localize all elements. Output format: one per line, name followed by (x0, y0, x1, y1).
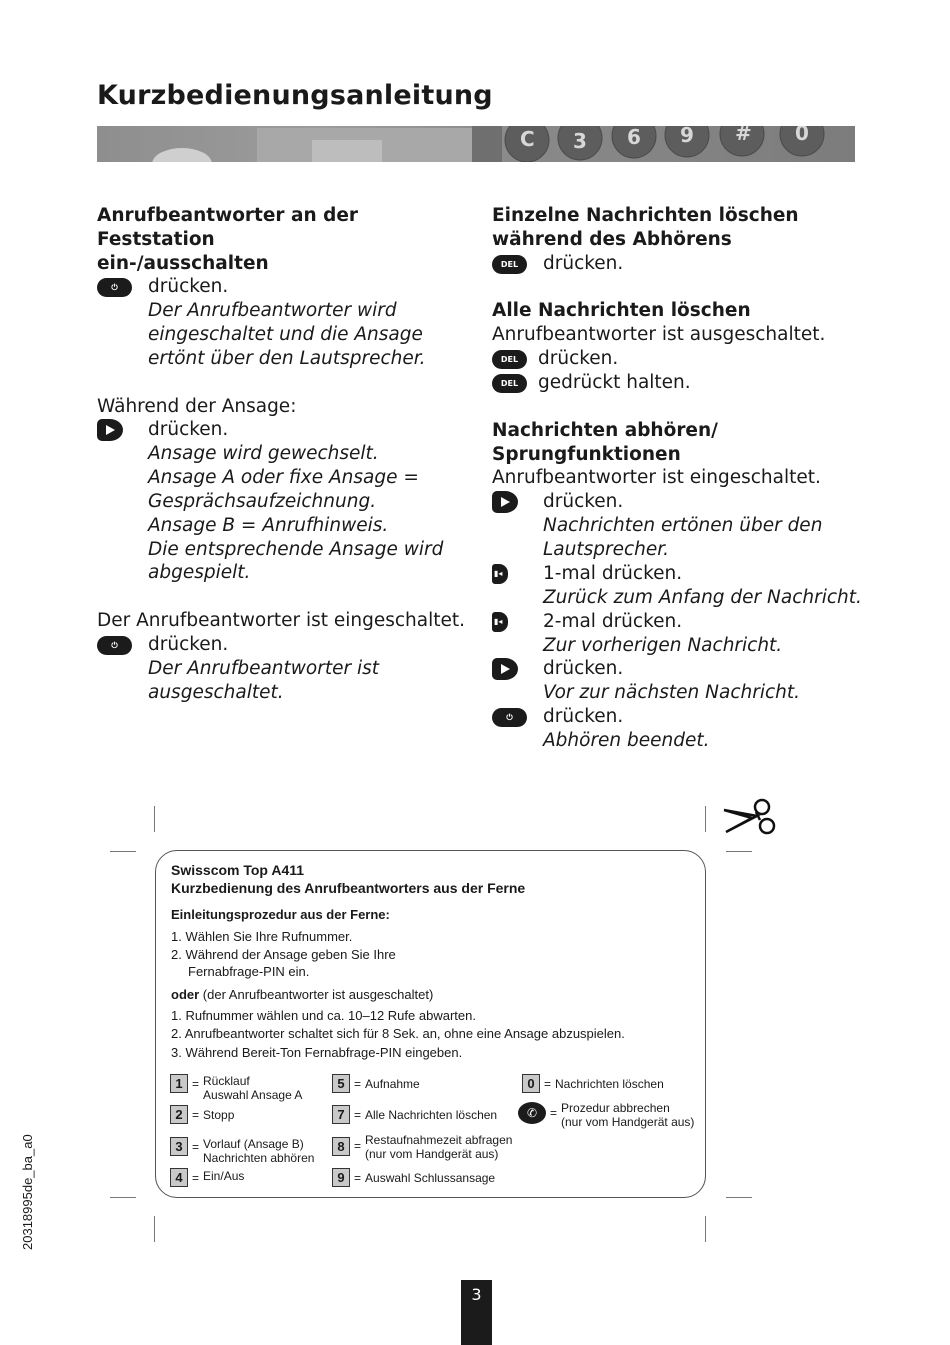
key-legend-item: 0 = Nachrichten löschen (522, 1074, 664, 1093)
key-legend-item: 9 = Auswahl Schlussansage (332, 1168, 495, 1187)
step-result: Zurück zum Anfang der Nachricht. (543, 586, 862, 608)
remote-control-card (155, 850, 706, 1198)
section-heading: Sprungfunktionen (492, 443, 681, 465)
cut-mark (705, 806, 706, 832)
step-action: drücken. (148, 276, 229, 298)
section-heading: ein-/ausschalten (97, 252, 269, 274)
section-intro: Anrufbeantworter ist ausgeschaltet. (492, 324, 826, 346)
cut-mark (110, 851, 136, 852)
step-action: drücken. (543, 706, 624, 728)
step-result: Gesprächsaufzeichnung. (148, 490, 377, 512)
cut-mark (726, 851, 752, 852)
end-call-icon: ✆ (518, 1102, 546, 1124)
page-number: 3 (461, 1280, 492, 1345)
card-step: 2. Während der Ansage geben Sie Ihre (171, 947, 396, 962)
step-result: ertönt über den Lautsprecher. (148, 347, 426, 369)
keypad-photo (97, 126, 855, 162)
or-note: (der Anrufbeantworter ist ausgeschaltet) (199, 987, 434, 1002)
svg-text:9: 9 (680, 126, 694, 147)
key-legend-item: 5 = Aufnahme (332, 1074, 420, 1093)
play-key-icon (492, 491, 518, 513)
key-legend-item: 2 = Stopp (170, 1105, 234, 1124)
power-key-icon: ⏻ (97, 278, 132, 297)
card-subheading: Einleitungsprozedur aus der Ferne: (171, 907, 390, 922)
key-legend-item: 4 = Ein/Aus (170, 1168, 244, 1187)
power-key-icon: ⏻ (97, 636, 132, 655)
section-heading: Alle Nachrichten löschen (492, 300, 751, 322)
step-result: Ansage B = Anrufhinweis. (148, 514, 389, 536)
key-tile: 5 (332, 1074, 350, 1093)
play-key-icon (492, 658, 518, 680)
cut-mark (726, 1197, 752, 1198)
key-legend-item: 7 = Alle Nachrichten löschen (332, 1105, 497, 1124)
step-result: Zur vorherigen Nachricht. (543, 634, 783, 656)
step-result: Die entsprechende Ansage wird (148, 538, 444, 560)
del-key-icon: DEL (492, 350, 527, 369)
step-action: drücken. (543, 658, 624, 680)
key-legend-item: ✆ = Prozedur abbrechen (nur vom Handgerät aus) (518, 1101, 694, 1129)
step-action: 1-mal drücken. (543, 562, 683, 584)
key-tile: 1 (170, 1074, 188, 1093)
step-result: Ansage wird gewechselt. (148, 443, 379, 465)
power-key-icon: ⏻ (492, 708, 527, 727)
svg-text:6: 6 (627, 126, 641, 149)
step-result: Der Anrufbeantworter ist (148, 657, 379, 679)
skip-back-key-icon (492, 612, 508, 632)
document-code: 20318995de_ba_a0 (20, 1134, 35, 1250)
key-tile: 9 (332, 1168, 350, 1187)
cut-mark (154, 806, 155, 832)
step-result: ausgeschaltet. (148, 681, 284, 703)
left-column (97, 204, 477, 704)
step-result: Nachrichten ertönen über den (543, 515, 823, 537)
step-action: drücken. (543, 491, 624, 513)
step-result: Lautsprecher. (543, 538, 670, 560)
key-tile: 8 (332, 1137, 350, 1156)
del-key-icon: DEL (492, 255, 527, 274)
step-action: drücken. (148, 633, 229, 655)
step-result: Ansage A oder fixe Ansage = (148, 467, 419, 489)
section-heading: Einzelne Nachrichten löschen (492, 205, 799, 226)
cut-mark (705, 1216, 706, 1242)
step-action: drücken. (148, 419, 229, 441)
key-tile: 4 (170, 1168, 188, 1187)
cut-mark (110, 1197, 136, 1198)
card-or-line (171, 986, 433, 1003)
section-heading: Anrufbeantworter an der Feststation (97, 205, 359, 250)
card-subtitle: Kurzbedienung des Anrufbeantworters aus der Ferne (171, 880, 526, 896)
cut-mark (154, 1216, 155, 1242)
step-action: 2-mal drücken. (543, 610, 683, 632)
card-step: 1. Rufnummer wählen und ca. 10–12 Rufe abwarten. (171, 1008, 476, 1023)
card-step: 2. Anrufbeantworter schaltet sich für 8 Sek. an, ohne eine Ansage abzuspielen. (171, 1026, 625, 1041)
section-heading: während des Abhörens (492, 228, 732, 250)
step-result: Abhören beendet. (543, 730, 710, 752)
skip-back-key-icon (492, 564, 508, 584)
svg-text:3: 3 (573, 129, 587, 153)
key-tile: 2 (170, 1105, 188, 1124)
step-action: drücken. (538, 347, 619, 369)
card-step: Fernabfrage-PIN ein. (188, 964, 310, 979)
step-action: drücken. (543, 252, 624, 274)
card-step: 1. Wählen Sie Ihre Rufnummer. (171, 929, 353, 944)
section-intro: Der Anrufbeantworter ist eingeschaltet. (97, 609, 466, 631)
section-intro: Anrufbeantworter ist eingeschaltet. (492, 467, 821, 489)
step-result: abgespielt. (148, 562, 251, 584)
key-legend-item: 3 = Vorlauf (Ansage B) Nachrichten abhören (170, 1137, 314, 1165)
section-intro: Während der Ansage: (97, 395, 297, 417)
svg-text:C: C (520, 127, 535, 151)
or-label: oder (171, 987, 200, 1002)
svg-text:0: 0 (795, 126, 809, 145)
del-key-icon: DEL (492, 374, 527, 393)
section-heading: Nachrichten abhören/ (492, 419, 718, 441)
key-tile: 3 (170, 1137, 188, 1156)
step-result: eingeschaltet und die Ansage (148, 324, 423, 346)
key-tile: 0 (522, 1074, 540, 1093)
card-title: Swisscom Top A411 (171, 862, 305, 878)
right-column (492, 204, 862, 753)
card-step: 3. Während Bereit-Ton Fernabfrage-PIN eingeben. (171, 1045, 463, 1060)
key-tile: 7 (332, 1105, 350, 1124)
step-action: gedrückt halten. (538, 371, 691, 393)
scissors-icon (722, 796, 780, 842)
svg-text:#: # (735, 126, 752, 145)
play-key-icon (97, 419, 123, 441)
key-legend-item: 1 = Rücklauf Auswahl Ansage A (170, 1074, 302, 1102)
page-title: Kurzbedienungsanleitung (97, 80, 493, 111)
step-result: Der Anrufbeantworter wird (148, 300, 397, 322)
key-legend-item: 8 = Restaufnahmezeit abfragen (nur vom Handgerät aus) (332, 1133, 512, 1161)
step-result: Vor zur nächsten Nachricht. (543, 682, 800, 704)
